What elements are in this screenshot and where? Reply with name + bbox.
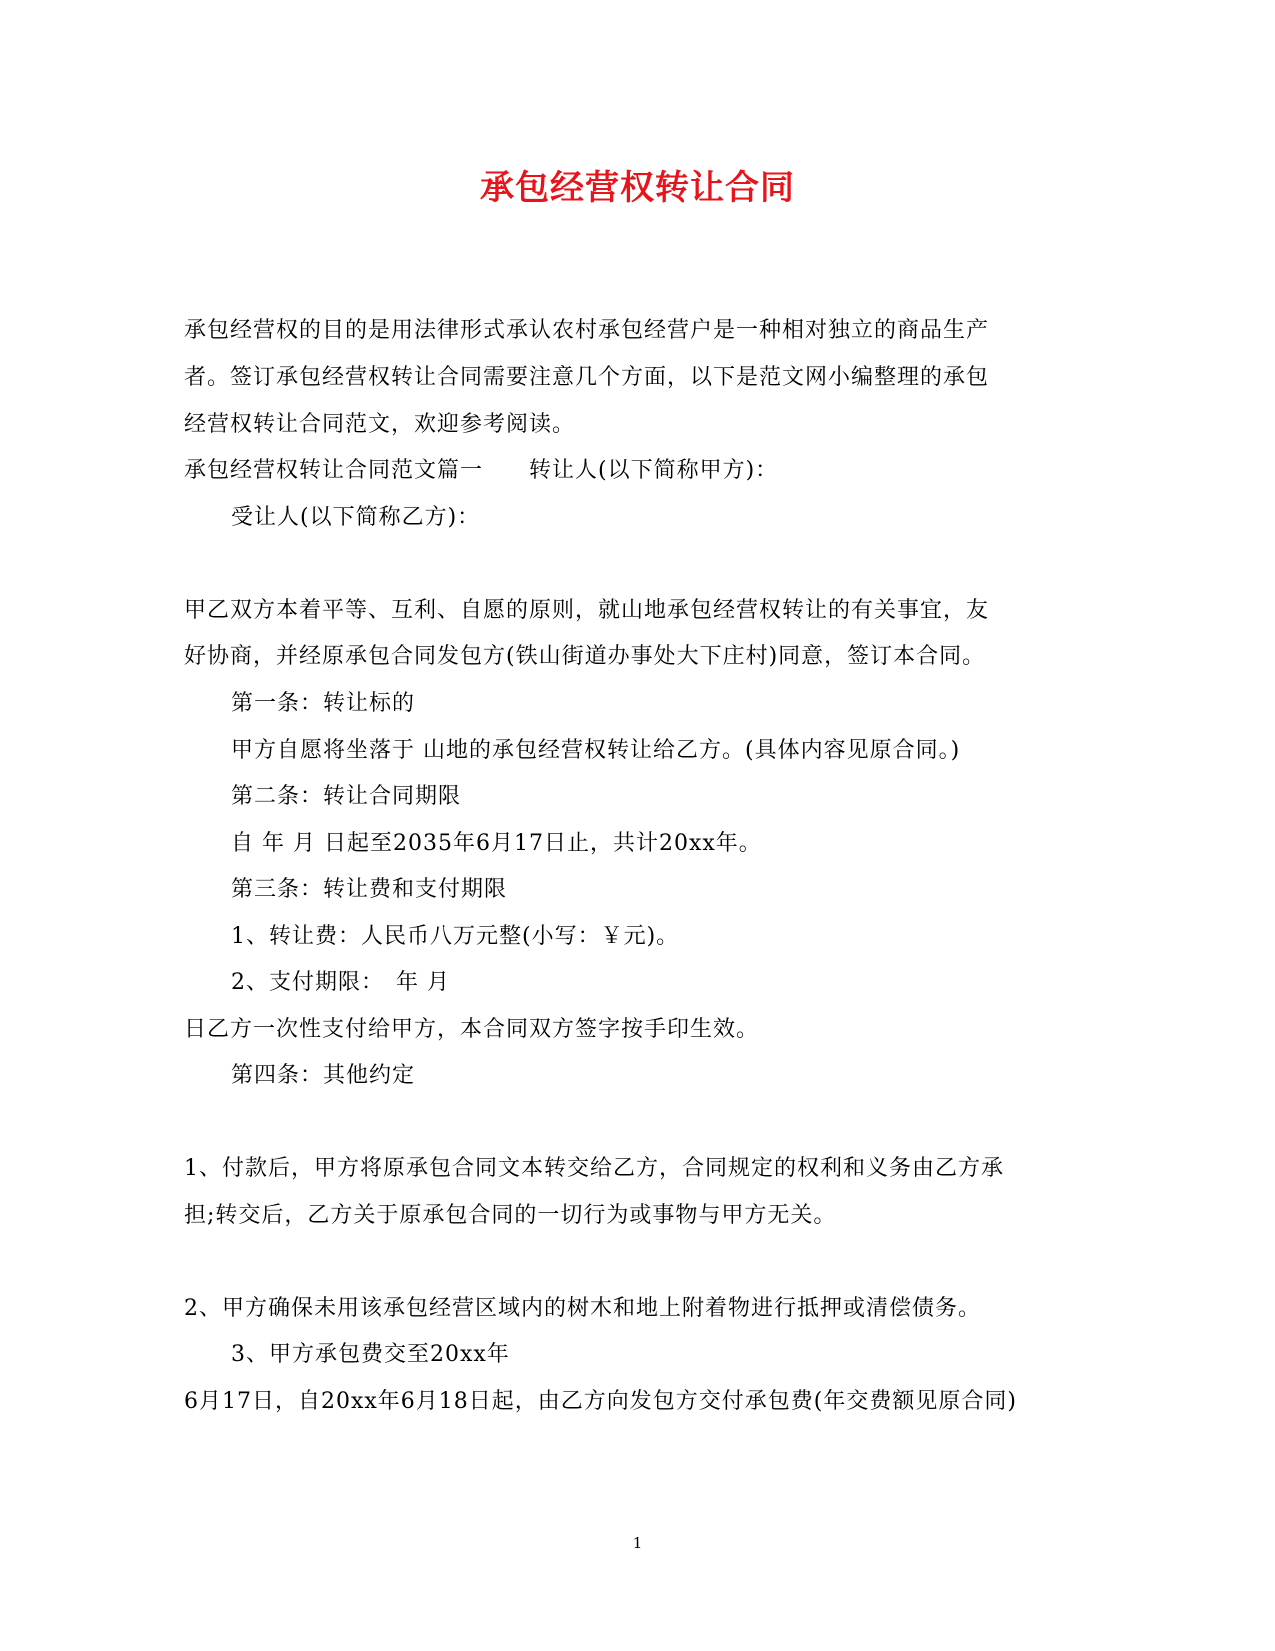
paragraph-line: 经营权转让合同范文，欢迎参考阅读。 [184, 412, 576, 437]
paragraph-line: 承包经营权的目的是用法律形式承认农村承包经营户是一种相对独立的商品生产 [184, 318, 990, 343]
paragraph-line: 承包经营权转让合同范文篇一 转让人(以下简称甲方)： [184, 458, 779, 483]
paragraph-line: 好协商，并经原承包合同发包方(铁山街道办事处大下庄村)同意，签订本合同。 [184, 644, 986, 669]
paragraph-line: 2、甲方确保未用该承包经营区域内的树木和地上附着物进行抵押或清偿债务。 [184, 1296, 981, 1321]
paragraph-line: 担;转交后，乙方关于原承包合同的一切行为或事物与甲方无关。 [184, 1203, 837, 1228]
paragraph-line: 自 年 月 日起至2035年6月17日止，共计20xx年。 [231, 831, 762, 856]
paragraph-line: 2、支付期限： 年 月 [231, 970, 450, 995]
paragraph-line: 受让人(以下简称乙方)： [231, 505, 481, 530]
paragraph-line: 甲方自愿将坐落于 山地的承包经营权转让给乙方。(具体内容见原合同。) [231, 738, 961, 763]
document-title: 承包经营权转让合同 [480, 168, 795, 208]
clause-heading: 第四条：其他约定 [231, 1063, 416, 1088]
paragraph-line: 1、转让费：人民币八万元整(小写：￥元)。 [231, 924, 680, 949]
paragraph-line: 者。签订承包经营权转让合同需要注意几个方面，以下是范文网小编整理的承包 [184, 365, 990, 390]
paragraph-line: 1、付款后，甲方将原承包合同文本转交给乙方，合同规定的权利和义务由乙方承 [184, 1156, 1004, 1181]
clause-heading: 第三条：转让费和支付期限 [231, 877, 508, 902]
paragraph-line: 日乙方一次性支付给甲方，本合同双方签字按手印生效。 [184, 1017, 760, 1042]
paragraph-line: 6月17日，自20xx年6月18日起，由乙方向发包方交付承包费(年交费额见原合同) [184, 1389, 1017, 1414]
page-number: 1 [632, 1534, 643, 1552]
clause-heading: 第一条：转让标的 [231, 691, 416, 716]
paragraph-line: 甲乙双方本着平等、互利、自愿的原则，就山地承包经营权转让的有关事宜，友 [184, 598, 990, 623]
paragraph-line: 3、甲方承包费交至20xx年 [231, 1342, 510, 1367]
clause-heading: 第二条：转让合同期限 [231, 784, 462, 809]
